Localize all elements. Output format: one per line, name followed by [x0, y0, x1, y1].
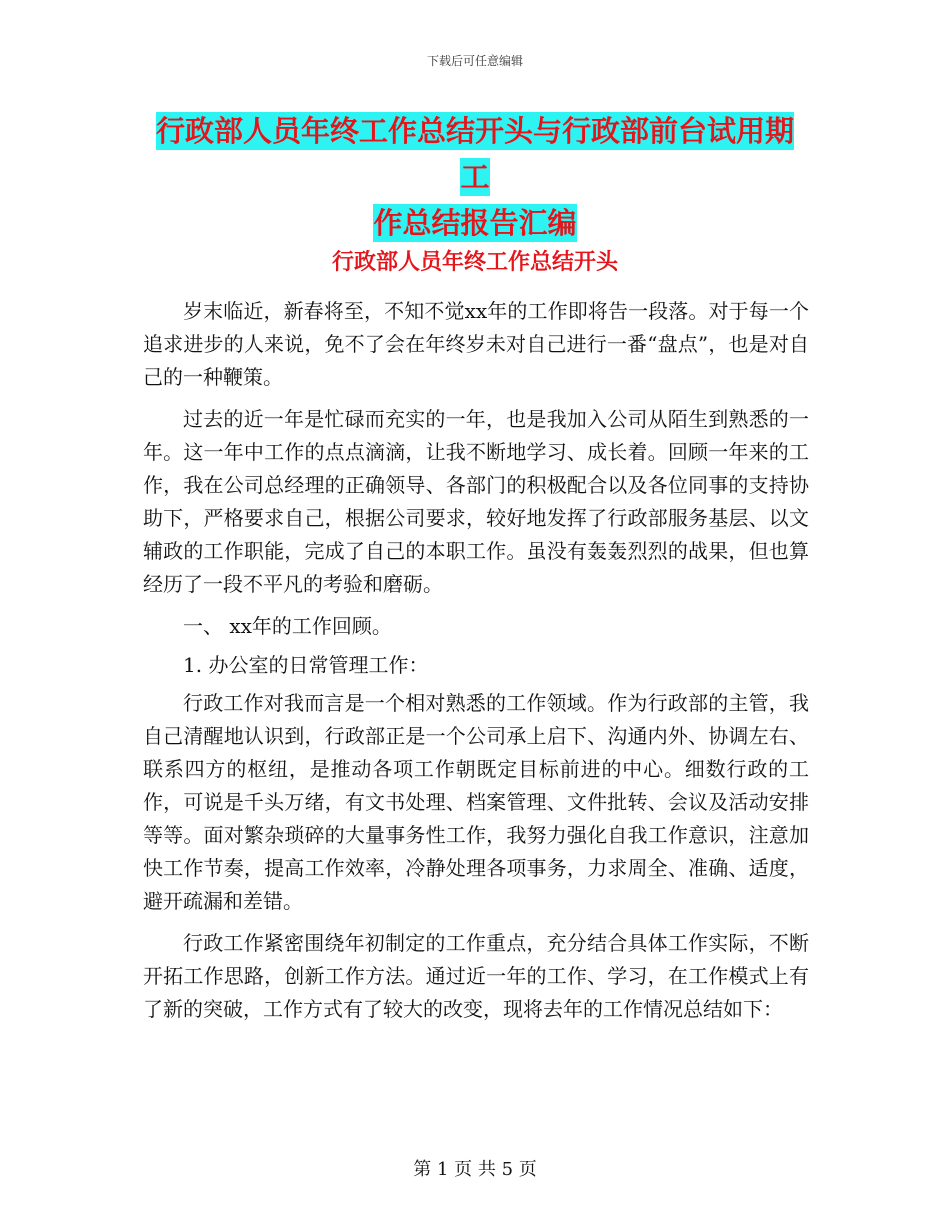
document-title [150, 108, 800, 246]
paragraph: 岁末临近，新春将至，不知不觉xx年的工作即将告一段落。对于每一个追求进步的人来说，免不了会在年终岁未对自己进行一番“盘点”，也是对自己的一种鞭策。 [143, 299, 809, 389]
paragraph: 行政工作对我而言是一个相对熟悉的工作领域。作为行政部的主管，我自己清醒地认识到，行政部正是一个公司承上启下、沟通内外、协调左右、联系四方的枢纽，是推动各项工作朝既定目标前进的中心。细数行政的工作，可说是千头万绪，有文书处理、档案管理、文件批转、会议及活动安排等等。面对繁杂琐碎的大量事务性工作，我努力强化自我工作意识，注意加快工作节奏，提高工作效率，冷静处理各项事务，力求周全、准确、适度，避开疏漏和差错。 [143, 691, 809, 913]
document-body [143, 295, 809, 1026]
paragraph: 过去的近一年是忙碌而充实的一年，也是我加入公司从陌生到熟悉的一年。这一年中工作的点点滴滴，让我不断地学习、成长着。回顾一年来的工作，我在公司总经理的正确领导、各部门的积极配合以及各位同事的支持协助下，严格要求自己，根据公司要求，较好地发挥了行政部服务基层、以文辅政的工作职能，完成了自己的本职工作。虽没有轰轰烈烈的战果，但也算经历了一段不平凡的考验和磨砺。 [143, 407, 809, 596]
title-line-2: 作总结报告汇编 [373, 206, 577, 240]
list-heading: 一、 xx年的工作回顾。 [183, 614, 392, 638]
page-number: 第 1 页 共 5 页 [413, 1159, 537, 1180]
list-subheading: 1. 办公室的日常管理工作： [183, 653, 429, 677]
title-line-1: 行政部人员年终工作总结开头与行政部前台试用期工 [155, 114, 794, 194]
header-note: 下载后可任意编辑 [426, 54, 523, 68]
section-title: 行政部人员年终工作总结开头 [331, 249, 618, 275]
paragraph: 行政工作紧密围绕年初制定的工作重点，充分结合具体工作实际，不断开拓工作思路，创新工作方法。通过近一年的工作、学习，在工作模式上有了新的突破，工作方式有了较大的改变，现将去年的工作情况总结如下： [143, 931, 809, 1021]
